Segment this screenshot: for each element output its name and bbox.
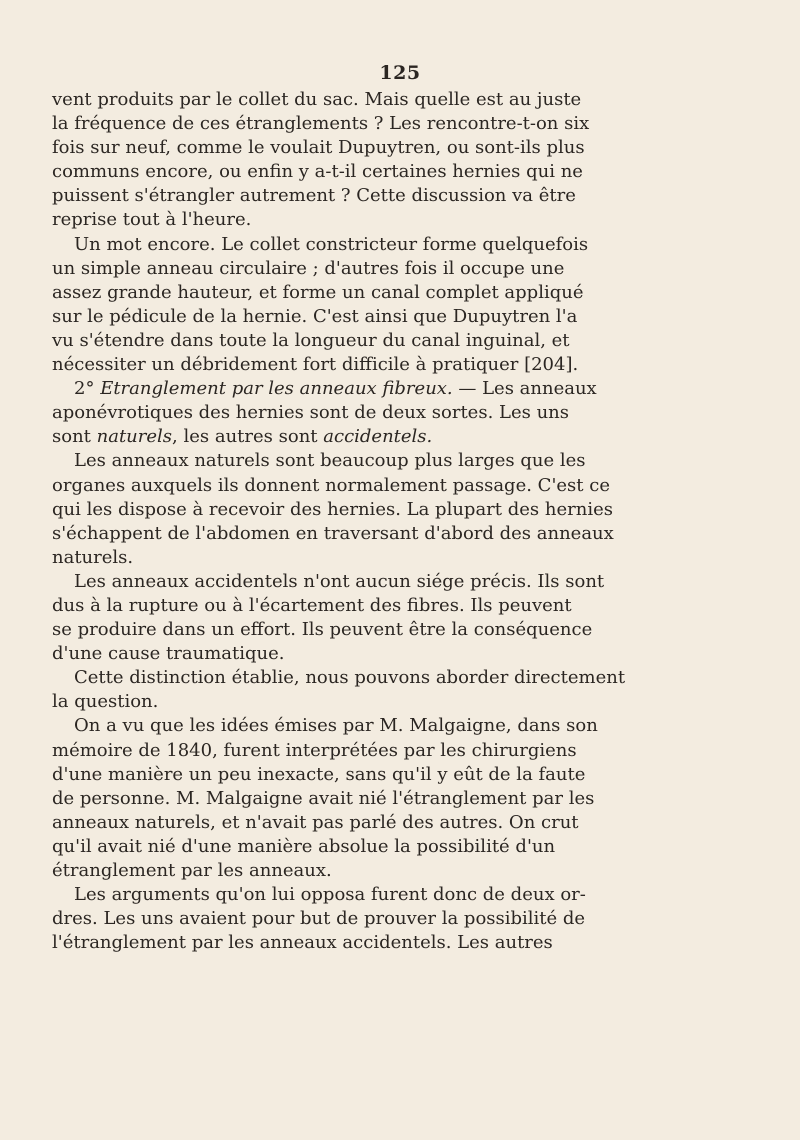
text-line: un simple anneau circulaire ; d'autres fois il occupe une: [52, 257, 565, 279]
text-line: se produire dans un effort. Ils peuvent être la conséquence: [52, 619, 593, 641]
text-line: la question.: [52, 691, 159, 713]
text-line: sur le pédicule de la hernie. C'est ainsi que Dupuytren l'a: [52, 305, 578, 327]
text-span: 2°: [74, 378, 101, 400]
text-line: On a vu que les idées émises par M. Malgaigne, dans son: [74, 715, 598, 737]
text-line: Les anneaux naturels sont beaucoup plus larges que les: [74, 450, 586, 472]
text-line: Les anneaux accidentels n'ont aucun siége précis. Ils sont: [74, 570, 605, 592]
text-line: l'étranglement par les anneaux accidentels. Les autres: [52, 932, 553, 954]
page-number: 125: [379, 62, 421, 84]
text-line: vu s'étendre dans toute la longueur du canal inguinal, et: [52, 329, 570, 351]
text-line: reprise tout à l'heure.: [52, 209, 252, 231]
text-line: la fréquence de ces étranglements ? Les rencontre-t-on six: [52, 113, 590, 135]
text-line: Cette distinction établie, nous pouvons aborder directement: [74, 667, 626, 689]
text-line: Les arguments qu'on lui opposa furent donc de deux or-: [74, 884, 586, 906]
text-line: [52, 425, 536, 449]
text-line: communs encore, ou enfin y a-t-il certaines hernies qui ne: [52, 161, 583, 183]
italic-text: Etranglement par les anneaux fibreux.: [100, 378, 453, 400]
text-line: de personne. M. Malgaigne avait nié l'étranglement par les: [52, 787, 595, 809]
text-span: — Les anneaux: [452, 378, 597, 400]
text-line: dus à la rupture ou à l'écartement des fibres. Ils peuvent: [52, 594, 572, 616]
text-line: qu'il avait nié d'une manière absolue la possibilité d'un: [52, 835, 556, 857]
text-line: Un mot encore. Le collet constricteur forme quelquefois: [74, 233, 589, 255]
text-line: assez grande hauteur, et forme un canal complet appliqué: [52, 281, 584, 303]
italic-text: naturels: [96, 426, 173, 448]
body-text: [52, 88, 626, 955]
text-span: sont: [52, 426, 97, 448]
text-line: qui les dispose à recevoir des hernies. La plupart des hernies: [52, 498, 613, 520]
text-line: puissent s'étrangler autrement ? Cette discussion va être: [52, 185, 576, 207]
text-line: dres. Les uns avaient pour but de prouver la possibilité de: [52, 908, 586, 930]
text-line: naturels.: [52, 546, 134, 568]
text-line: s'échappent de l'abdomen en traversant d'abord des anneaux: [52, 522, 614, 544]
text-line: fois sur neuf, comme le voulait Dupuytren, ou sont-ils plus: [52, 137, 585, 159]
text-line: d'une manière un peu inexacte, sans qu'il y eût de la faute: [52, 763, 586, 785]
text-line: nécessiter un débridement fort difficile à pratiquer [204].: [52, 354, 579, 376]
text-line: [52, 377, 597, 401]
text-line: étranglement par les anneaux.: [52, 860, 332, 881]
text-span: , les autres sont: [172, 426, 324, 448]
text-line: mémoire de 1840, furent interprétées par les chirurgiens: [52, 739, 577, 761]
text-line: aponévrotiques des hernies sont de deux sortes. Les uns: [52, 402, 569, 424]
text-line: d'une cause traumatique.: [52, 643, 285, 665]
text-line: vent produits par le collet du sac. Mais quelle est au juste: [52, 89, 582, 110]
text-line: organes auxquels ils donnent normalement passage. C'est ce: [52, 474, 610, 496]
text-line: anneaux naturels, et n'avait pas parlé des autres. On crut: [52, 811, 579, 833]
italic-text: accidentels.: [323, 426, 433, 448]
